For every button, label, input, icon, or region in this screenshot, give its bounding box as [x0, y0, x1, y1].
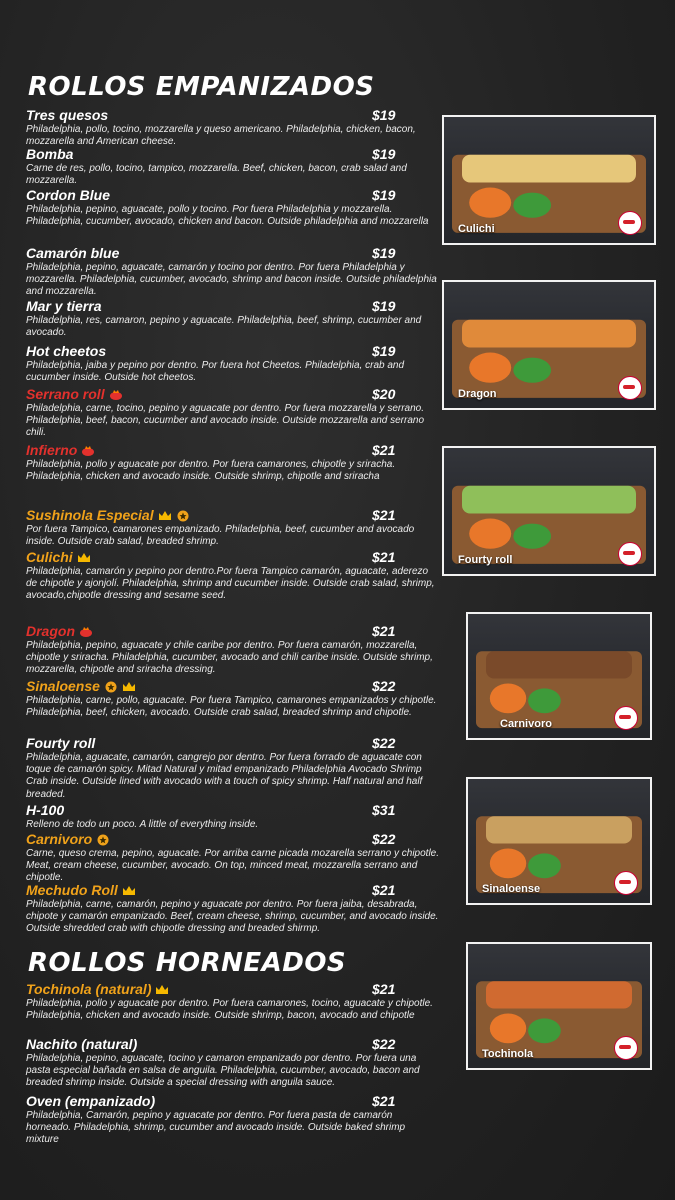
menu-item-price: $19: [372, 298, 396, 314]
menu-item-price: $21: [372, 442, 396, 458]
menu-item: [26, 1036, 440, 1090]
section-title-empanizados: ROLLOS EMPANIZADOS: [28, 72, 375, 102]
menu-item-header: [26, 831, 440, 847]
menu-item-header: [26, 1093, 440, 1109]
menu-item-description: Por fuera Tampico, camarones empanizado. Philadelphia, beef, cucumber and avocado inside. Outside crab salad, breaded shrimp.: [26, 524, 415, 548]
carrot-garnish: [490, 1013, 526, 1043]
menu-item-name: Tochinola (natural): [26, 981, 152, 997]
spicy-icon: [109, 389, 123, 401]
photo-label: Culichi: [458, 223, 495, 235]
photo-label: Tochinola: [482, 1048, 534, 1060]
photo-sinaloense: [466, 777, 652, 905]
menu-item-description: Philadelphia, aguacate, camarón, cangrejo por dentro. Por fuera forrado de aguacate con toque de camarón spicy. Mitad Natural y mitad empanizado Philadelphia Avocado Shrimp Crab inside. Outside lined with avocado with a touch of spicy shrimp. Half natural and half breaded.: [26, 752, 423, 800]
menu-item-header: [26, 802, 440, 818]
green-onion-garnish: [528, 1018, 561, 1043]
spicy-icon: [79, 626, 93, 638]
menu-item-description: Philadelphia, pepino, aguacate, camarón y tocino por dentro. Por fuera Philadelphia y mozzarella. Philadelphia, cucumber, avocado, shrimp and bacon inside. Outside philadelphia and mozzarella.: [26, 262, 437, 298]
menu-item-name: Camarón blue: [26, 245, 120, 261]
menu-item-name: Culichi: [26, 549, 73, 565]
menu-item-name: Oven (empanizado): [26, 1093, 156, 1109]
menu-item-description: Carne de res, pollo, tocino, tampico, mozzarella. Beef, chicken, bacon, crab salad and mozzarella.: [26, 163, 407, 187]
sushi-roll: [462, 320, 636, 348]
menu-item-description: Philadelphia, jaiba y pepino por dentro. Por fuera hot Cheetos. Philadelphia, crab and cucumber inside. Outside hot cheetos.: [26, 360, 405, 384]
restaurant-logo-icon: [614, 1036, 638, 1060]
green-onion-garnish: [513, 193, 551, 218]
menu-item-price: $19: [372, 187, 396, 203]
menu-item: [26, 386, 440, 440]
carrot-garnish: [469, 353, 511, 383]
menu-item-description: Philadelphia, pepino, aguacate, tocino y camaron empanizado por dentro. Por fuera una pasta especial bañada en salsa de anguila. Philadelphia, cucumber, avocado, bacon and breaded shrimp inside. Outside a special dressing with anguila sauce.: [26, 1053, 420, 1089]
menu-item-header: [26, 343, 440, 359]
menu-item: [26, 735, 440, 801]
green-onion-garnish: [528, 688, 561, 713]
menu-item: [26, 623, 440, 677]
menu-item-header: [26, 386, 440, 402]
menu-item-name: Infierno: [26, 442, 78, 458]
menu-item-name: Sinaloense: [26, 678, 100, 694]
menu-item-header: [26, 187, 440, 203]
menu-item: [26, 678, 440, 719]
menu-item-name: Dragon: [26, 623, 75, 639]
menu-item-price: $19: [372, 245, 396, 261]
crown-icon: [158, 510, 172, 522]
menu-item-description: Philadelphia, pepino, aguacate y chile caribe por dentro. Por fuera camarón, mozzarella, chipotle y sriracha. Philadelphia, cucumber, avocado and chili caribe inside. Outside shrimp, mozzarella, chipotle and sriracha dressing.: [26, 640, 433, 676]
menu-item-header: [26, 146, 440, 162]
menu-item-name: Nachito (natural): [26, 1036, 138, 1052]
menu-item-description: Philadelphia, carne, pollo, aguacate. Por fuera Tampico, camarones empanizados y chipotle. Philadelphia, beef, chicken, avocado. Outside crab salad, breaded shrimp and chipotle.: [26, 695, 437, 719]
menu-item: [26, 146, 440, 187]
restaurant-logo-icon: [618, 211, 642, 235]
menu-item-name: Carnivoro: [26, 831, 93, 847]
menu-item-name: Mar y tierra: [26, 298, 102, 314]
menu-item-description: Philadelphia, pollo y aguacate por dentro. Por fuera camarones, tocino, aguacate y chipotle. Philadelphia, chicken and avocado inside. Outside shrimp, bacon, avocado and chipotle: [26, 998, 433, 1022]
menu-item-price: $19: [372, 107, 396, 123]
crown-icon: [155, 984, 169, 996]
menu-item-header: [26, 245, 440, 261]
menu-item-header: [26, 107, 440, 123]
menu-item: [26, 831, 440, 885]
star-badge-icon: [96, 834, 110, 846]
crown-icon: [122, 885, 136, 897]
menu-item-price: $21: [372, 882, 396, 898]
photo-culichi: [442, 115, 656, 245]
menu-item-price: $22: [372, 678, 396, 694]
menu-item-name: Mechudo Roll: [26, 882, 118, 898]
menu-item-name: Tres quesos: [26, 107, 109, 123]
restaurant-logo-icon: [614, 706, 638, 730]
menu-item-header: [26, 981, 440, 997]
menu-item-name: Hot cheetos: [26, 343, 107, 359]
menu-item: [26, 298, 440, 339]
restaurant-logo-icon: [614, 871, 638, 895]
sushi-roll: [486, 651, 632, 678]
menu-item-name: Sushinola Especial: [26, 507, 154, 523]
menu-item-price: $22: [372, 735, 396, 751]
menu-item-price: $21: [372, 1093, 396, 1109]
photo-fourty-roll: [442, 446, 656, 576]
menu-item-description: Philadelphia, pepino, aguacate, pollo y tocino. Por fuera Philadelphia y mozzarella. Philadelphia, cucumber, avocado, chicken and bacon. Outside philadelphia and mozzarella: [26, 204, 429, 228]
menu-item-header: [26, 442, 440, 458]
menu-item-description: Philadelphia, pollo, tocino, mozzarella y queso americano. Philadelphia, chicken, bacon, mozzarella and American cheese.: [26, 124, 416, 148]
crown-icon: [122, 681, 136, 693]
menu-item-header: [26, 678, 440, 694]
photo-label: Sinaloense: [482, 883, 541, 895]
menu-item: [26, 507, 440, 548]
menu-item: [26, 107, 440, 148]
photo-label: Fourty roll: [458, 554, 513, 566]
menu-item: [26, 802, 440, 831]
menu-item: [26, 442, 440, 483]
menu-item-description: Philadelphia, camarón y pepino por dentro.Por fuera Tampico camarón, aguacate, aderezo de chipotle y ajonjolí. Philadelphia, shrimp and cucumber inside. Outside crab salad, shrimp, avocado,chipotle dressing and sesame seed.: [26, 566, 435, 602]
menu-item: [26, 882, 440, 936]
star-badge-icon: [104, 681, 118, 693]
menu-item-price: $19: [372, 343, 396, 359]
green-onion-garnish: [513, 524, 551, 549]
menu-item-header: [26, 735, 440, 751]
menu-item-price: $21: [372, 623, 396, 639]
menu-item-price: $19: [372, 146, 396, 162]
menu-item-price: $20: [372, 386, 396, 402]
photo-tochinola: [466, 942, 652, 1070]
crown-icon: [77, 552, 91, 564]
green-onion-garnish: [513, 358, 551, 383]
photo-label: Carnivoro: [500, 718, 552, 730]
photo-dragon: [442, 280, 656, 410]
sushi-roll: [486, 816, 632, 843]
menu-item-header: [26, 507, 440, 523]
menu-item: [26, 981, 440, 1022]
menu-item: [26, 245, 440, 299]
menu-item-header: [26, 1036, 440, 1052]
menu-item-name: Serrano roll: [26, 386, 105, 402]
menu-item-name: Fourty roll: [26, 735, 96, 751]
menu-item-description: Philadelphia, pollo y aguacate por dentro. Por fuera camarones, chipotle y sriracha. Philadelphia, chicken and avocado inside. Outside shrimp, chipotle and sriracha: [26, 459, 396, 483]
menu-item-description: Philadelphia, res, camaron, pepino y aguacate. Philadelphia, beef, shrimp, cucumber and avocado.: [26, 315, 422, 339]
menu-item-price: $22: [372, 1036, 396, 1052]
photo-label: Dragon: [458, 388, 497, 400]
menu-item-name: H-100: [26, 802, 65, 818]
carrot-garnish: [490, 848, 526, 878]
menu-item-price: $21: [372, 507, 396, 523]
menu-item-name: Cordon Blue: [26, 187, 110, 203]
sushi-roll: [462, 155, 636, 183]
menu-item-price: $31: [372, 802, 396, 818]
menu-item-name: Bomba: [26, 146, 74, 162]
menu-item-description: Relleno de todo un poco. A little of everything inside.: [26, 819, 259, 830]
spicy-icon: [81, 445, 95, 457]
menu-item-price: $21: [372, 549, 396, 565]
menu-item-price: $21: [372, 981, 396, 997]
menu-item: [26, 1093, 440, 1147]
menu-item-header: [26, 623, 440, 639]
menu-item: [26, 187, 440, 228]
section-title-horneados: ROLLOS HORNEADOS: [28, 948, 347, 978]
sushi-roll: [462, 486, 636, 514]
menu-item-header: [26, 882, 440, 898]
menu-item: [26, 549, 440, 603]
menu-item-header: [26, 298, 440, 314]
star-badge-icon: [176, 510, 190, 522]
sushi-roll: [486, 981, 632, 1008]
photo-carnivoro: [466, 612, 652, 740]
restaurant-logo-icon: [618, 376, 642, 400]
menu-item-description: Philadelphia, carne, camarón, pepino y aguacate por dentro. Por fuera jaiba, desabrada, chipote y camarón empanizado. Beef, cream cheese, shrimp, cucumber, and avocado inside. Outside shredded crab with chipotle dressing and breaded shirmp.: [26, 899, 439, 935]
menu-item-description: Philadelphia, Camarón, pepino y aguacate por dentro. Por fuera pasta de camarón horneado. Philadelphia, shrimp, cucumber and avocado inside. Outside baked shrimp mixture: [26, 1110, 406, 1146]
menu-item: [26, 343, 440, 384]
menu-item-description: Philadelphia, carne, tocino, pepino y aguacate por dentro. Por fuera mozzarella y serrano. Philadelphia, beef, bacon, cucumber and avocado inside. Outside mozzarella and serrano chili.: [26, 403, 425, 439]
restaurant-logo-icon: [618, 542, 642, 566]
menu-item-header: [26, 549, 440, 565]
carrot-garnish: [469, 519, 511, 549]
menu-item-description: Carne, queso crema, pepino, aguacate. Por arriba carne picada mozarella serrano y chipotle. Meat, cream cheese, cucumber, avocado. On top, minced meat, mozzarella serrano and chipotle.: [26, 848, 440, 884]
green-onion-garnish: [528, 853, 561, 878]
carrot-garnish: [490, 683, 526, 713]
carrot-garnish: [469, 188, 511, 218]
menu-item-price: $22: [372, 831, 396, 847]
